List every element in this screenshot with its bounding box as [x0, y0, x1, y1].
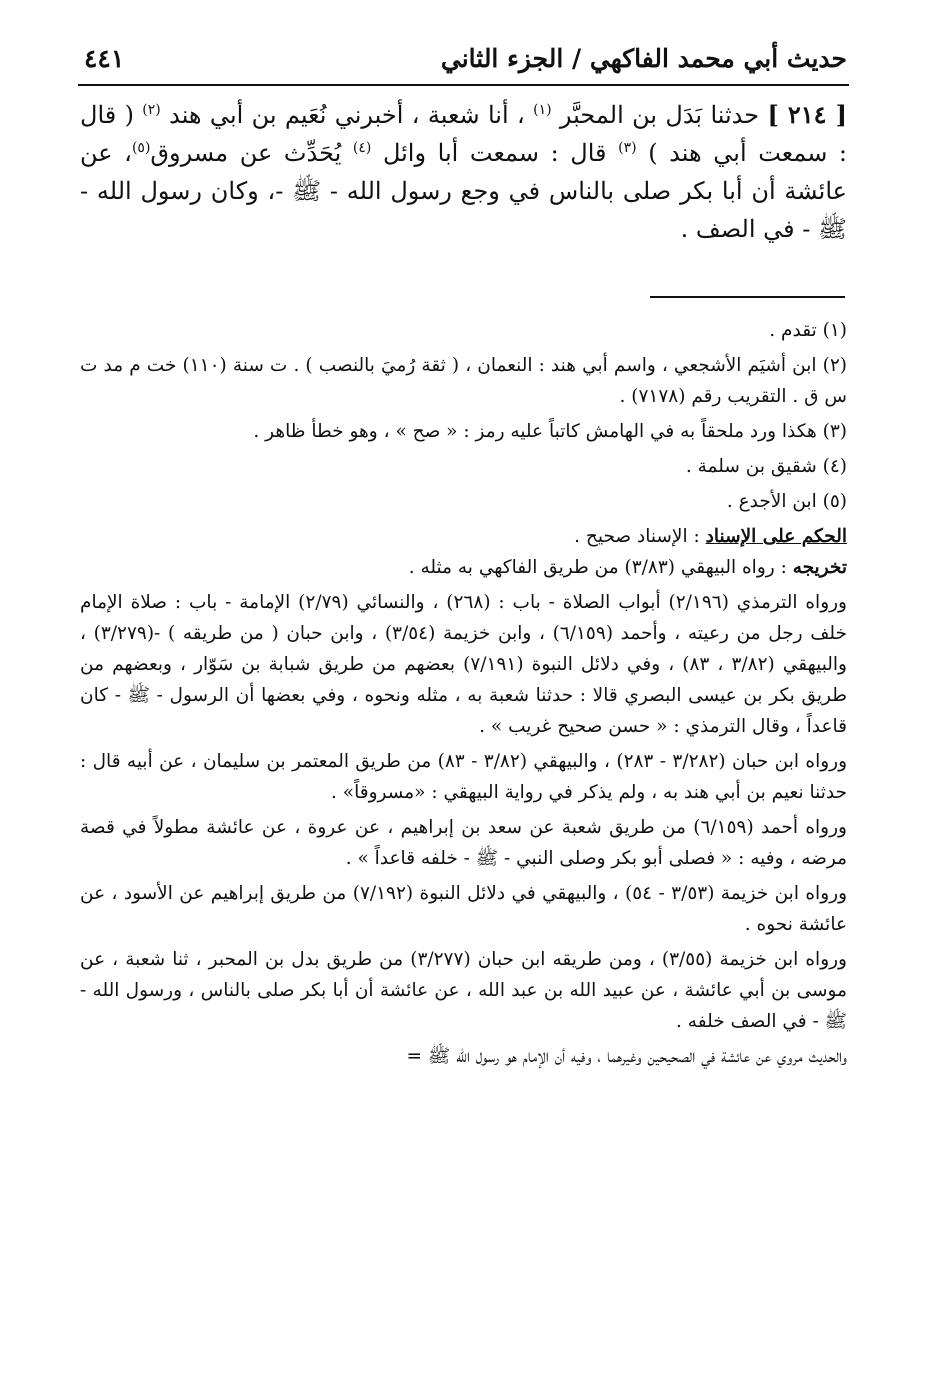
hadith-text-part: قال : سمعت أبا وائل — [371, 139, 619, 167]
ruling-label: الحكم على الإسناد — [705, 526, 847, 547]
hadith-number: [ ٢١٤ ] — [767, 100, 847, 129]
isnad-ruling — [80, 521, 847, 552]
footnote-ref: (٥) — [131, 140, 151, 156]
footnote: (٤) شقيق بن سلمة . — [685, 456, 847, 477]
takhrij-paragraph: والحديث مروي عن عائشة في الصحيحين وغيرهما ، وفيه أن الإمام هو رسول الله ﷺ = — [406, 1046, 847, 1067]
footnote-ref: (١) — [533, 102, 552, 118]
hadith-text-part: ، عن عائشة أن أبا بكر صلى بالناس في وجع رسول الله - ﷺ -، وكان رسول الله - ﷺ - في الصف . — [80, 139, 847, 243]
footnote: (٣) هكذا ورد ملحقاً به في الهامش كاتباً عليه رمز : « صح » ، وهو خطأ ظاهر . — [253, 421, 847, 442]
footnote-ref: (٢) — [142, 102, 161, 118]
hadith-text-part: يُحَدِّث عن مسروق — [150, 139, 353, 167]
footnote: (٥) ابن الأجدع . — [726, 491, 847, 512]
takhrij-text: : رواه البيهقي (٣/٨٣) من طريق الفاكهي به مثله . — [408, 557, 793, 578]
ruling-text: : الإسناد صحيح . — [574, 526, 706, 547]
takhrij-label: تخريجه — [792, 557, 847, 578]
hadith-text-part: ، أنا شعبة ، أخبرني نُعَيم بن أبي هند — [160, 101, 534, 129]
footnote: (٢) ابن أشيَم الأشجعي ، واسم أبي هند : النعمان ، ( ثقة رُميَ بالنصب ) . ت سنة (١١٠) خت م مد ت س ق . التقريب رقم (٧١٧٨) . — [80, 355, 847, 407]
takhrij-line — [80, 552, 847, 583]
takhrij-paragraph: ورواه أحمد (٦/١٥٩) من طريق شعبة عن سعد بن إبراهيم ، عن عروة ، عن عائشة مطولاً في قصة مرضه ، وفيه : « فصلى أبو بكر وصلى النبي - ﷺ - خلفه قاعداً » . — [80, 817, 847, 869]
hadith-text-part: حدثنا بَدَل بن المحبَّر — [551, 101, 768, 129]
footnote: (١) تقدم . — [769, 320, 847, 341]
running-header-title: حديث أبي محمد الفاكهي / الجزء الثاني — [440, 44, 847, 73]
header-rule — [78, 84, 849, 86]
takhrij-paragraph: ورواه ابن خزيمة (٣/٥٥) ، ومن طريقه ابن حبان (٣/٢٧٧) من طريق بدل بن المحبر ، ثنا شعبة ، عن موسى بن أبي عائشة ، عن عبيد الله بن عبد الله ، عن عائشة أن أبا بكر صلى بالناس ، ورسول الله - ﷺ - في الصف خلفه . — [80, 949, 847, 1032]
hadith-text — [80, 96, 847, 248]
hadith-text-part: ( قال : سمعت أبي هند ) — [80, 101, 848, 167]
footnote-ref: (٣) — [618, 140, 637, 156]
takhrij-paragraph: ورواه ابن حبان (٣/٢٨٢ - ٢٨٣) ، والبيهقي (٣/٨٢ - ٨٣) من طريق المعتمر بن سليمان ، عن أبيه قال : حدثنا نعيم بن أبي هند به ، ولم يذكر في رواية البيهقي : «مسروقاً» . — [80, 751, 848, 803]
page-number: ٤٤١ — [84, 44, 125, 73]
takhrij-paragraph: ورواه الترمذي (٢/١٩٦) أبواب الصلاة - باب : (٢٦٨) ، والنسائي (٢/٧٩) الإمامة - باب : صلاة الإمام خلف رجل من رعيته ، وأحمد (٦/١٥٩) ، وابن خزيمة (٣/٥٤) ، وابن حبان ( من طريقه ) -(٣/٢٧٩) ، والبيهقي (٣/٨٢ ، ٨٣) ، وفي دلائل النبوة (٧/١٩١) بعضهم من طريق شبابة بن سَوّار ، وبعضهم من طريق بكر بن عيسى البصري قالا : حدثنا شعبة به ، مثله ونحوه ، وفي بعضها أن الرسول - ﷺ - كان قاعداً ، وقال الترمذي : « حسن صحيح غريب » . — [80, 592, 847, 737]
footnotes-section — [80, 315, 847, 1072]
takhrij-paragraph: ورواه ابن خزيمة (٣/٥٣ - ٥٤) ، والبيهقي في دلائل النبوة (٧/١٩٢) من طريق إبراهيم عن الأسود ، عن عائشة نحوه . — [80, 883, 847, 935]
footnote-separator — [650, 296, 845, 298]
footnote-ref: (٤) — [352, 140, 372, 156]
